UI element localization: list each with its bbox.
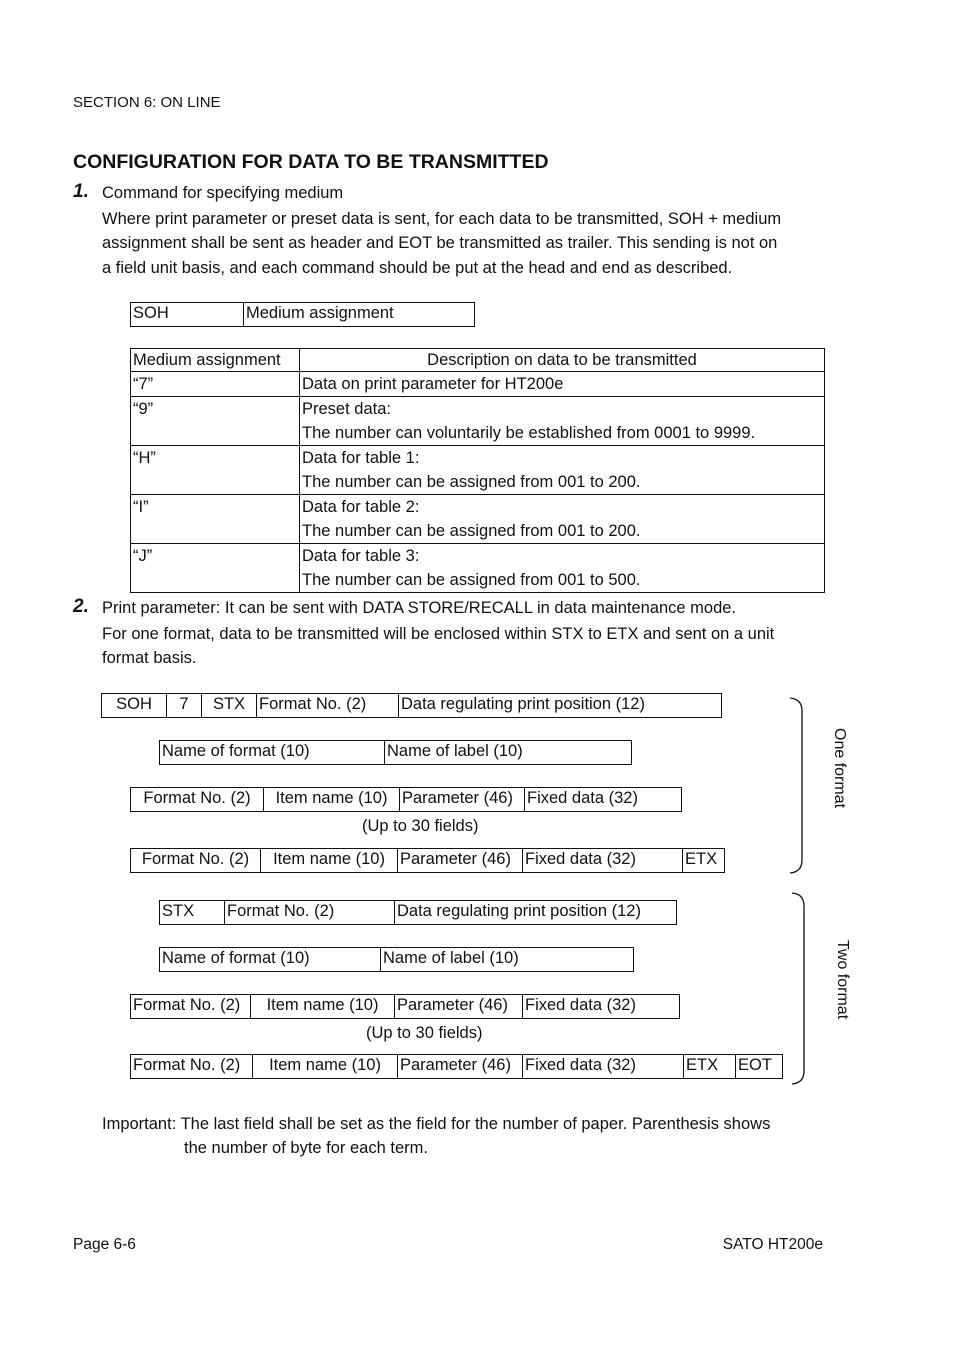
- item1-heading: Command for specifying medium: [102, 184, 344, 202]
- cell-line: Data on print parameter for HT200e: [302, 375, 564, 393]
- format1-row4: [130, 848, 725, 873]
- important-note-line2: the number of byte for each term.: [184, 1139, 428, 1157]
- field-cell: SOH: [116, 695, 152, 713]
- item-number-2: 2.: [73, 596, 89, 617]
- field-cell: Format No. (2): [256, 694, 398, 717]
- field-cell: Parameter (46): [394, 995, 522, 1018]
- cell-line: Preset data:: [302, 400, 391, 418]
- two-format-brace: [790, 892, 812, 1085]
- field-cell: Name of format (10): [162, 742, 310, 760]
- cell-line: The number can be assigned from 001 to 200.: [302, 473, 641, 491]
- format1-row2: [159, 740, 632, 765]
- field-cell: Name of format (10): [162, 949, 310, 967]
- cell-line: Data for table 1:: [302, 449, 420, 467]
- table-cell: “H”: [131, 446, 300, 495]
- one-format-label: One format: [831, 728, 848, 809]
- cell-line: The number can be assigned from 001 to 500.: [302, 571, 641, 589]
- up-to-30-fields: (Up to 30 fields): [362, 817, 479, 835]
- page-title: CONFIGURATION FOR DATA TO BE TRANSMITTED: [73, 151, 549, 173]
- page-number: Page 6-6: [73, 1236, 136, 1253]
- format2-row3: [130, 994, 680, 1019]
- one-format-brace: [788, 697, 810, 874]
- item2-heading: Print parameter: It can be sent with DATA STORE/RECALL in data maintenance mode.: [102, 599, 737, 617]
- field-cell: Fixed data (32): [524, 788, 681, 811]
- format2-row1: [159, 900, 677, 925]
- field-cell: 7: [166, 694, 201, 717]
- cell-line: The number can voluntarily be established from 0001 to 9999.: [302, 424, 756, 442]
- table-cell: “J”: [131, 544, 300, 593]
- table-cell: [300, 372, 825, 397]
- medium-assignment-table: [130, 348, 825, 593]
- field-cell: Fixed data (32): [522, 995, 679, 1018]
- field-cell: Format No. (2): [133, 996, 241, 1014]
- field-cell: Name of label (10): [380, 948, 633, 971]
- table-cell: [300, 446, 825, 495]
- item2-line: format basis.: [102, 649, 197, 668]
- format1-row3: [130, 787, 682, 812]
- item1-line: Where print parameter or preset data is sent, for each data to be transmitted, SOH + medium: [102, 210, 782, 228]
- table-header-row: [131, 349, 825, 372]
- item1-line: assignment shall be sent as header and EOT be transmitted as trailer. This sending is not on: [102, 234, 778, 253]
- table-row: [131, 372, 825, 397]
- table-cell: “7”: [131, 372, 300, 397]
- cell-line: Data for table 2:: [302, 498, 420, 516]
- important-note-line1: Important: The last field shall be set as the field for the number of paper. Parenthesis shows: [102, 1115, 771, 1133]
- table-header: Description on data to be transmitted: [300, 349, 825, 372]
- up-to-30-fields: (Up to 30 fields): [366, 1024, 483, 1042]
- table-row: [131, 446, 825, 495]
- field-cell: EOT: [735, 1055, 782, 1078]
- field-cell: Format No. (2): [141, 850, 250, 868]
- field-cell: Parameter (46): [399, 788, 524, 811]
- field-cell: Data regulating print position (12): [398, 694, 721, 717]
- table-row: [131, 397, 825, 446]
- soh-cell: SOH: [133, 304, 169, 322]
- field-cell: Parameter (46): [397, 1055, 522, 1078]
- table-row: [131, 544, 825, 593]
- item1-line: a field unit basis, and each command should be put at the head and end as described.: [102, 258, 733, 277]
- two-format-label: Two format: [834, 940, 851, 1020]
- item2-paragraph: [102, 622, 774, 671]
- field-cell: Item name (10): [260, 849, 397, 872]
- table-cell: [300, 495, 825, 544]
- item2-line: For one format, data to be transmitted will be enclosed within STX to ETX and sent on a unit: [102, 625, 775, 643]
- table-cell: [300, 397, 825, 446]
- medium-assignment-cell: Medium assignment: [243, 303, 474, 326]
- field-cell: Format No. (2): [224, 901, 394, 924]
- cell-line: Data for table 3:: [302, 547, 420, 565]
- table-cell: “9”: [131, 397, 300, 446]
- field-cell: Name of label (10): [384, 741, 631, 764]
- cell-line: The number can be assigned from 001 to 200.: [302, 522, 641, 540]
- format2-row2: [159, 947, 634, 972]
- format2-row4: [130, 1054, 783, 1079]
- field-cell: Fixed data (32): [522, 1055, 683, 1078]
- field-cell: ETX: [682, 849, 724, 872]
- item1-paragraph: [102, 207, 781, 280]
- field-cell: Fixed data (32): [522, 849, 682, 872]
- field-cell: Item name (10): [263, 788, 399, 811]
- product-name: SATO HT200e: [722, 1236, 823, 1253]
- field-cell: Item name (10): [250, 995, 394, 1018]
- format1-row1: [101, 693, 722, 718]
- field-cell: ETX: [683, 1055, 735, 1078]
- table-cell: [300, 544, 825, 593]
- section-header: SECTION 6: ON LINE: [73, 94, 221, 111]
- field-cell: STX: [201, 694, 256, 717]
- field-cell: Data regulating print position (12): [394, 901, 676, 924]
- field-cell: Parameter (46): [397, 849, 522, 872]
- table-header: Medium assignment: [131, 349, 300, 372]
- field-cell: Format No. (2): [133, 1056, 241, 1074]
- field-cell: STX: [162, 902, 195, 920]
- soh-box: [130, 302, 475, 327]
- field-cell: Format No. (2): [143, 789, 251, 807]
- table-row: [131, 495, 825, 544]
- item-number-1: 1.: [73, 181, 89, 202]
- field-cell: Item name (10): [252, 1055, 397, 1078]
- table-cell: “I”: [131, 495, 300, 544]
